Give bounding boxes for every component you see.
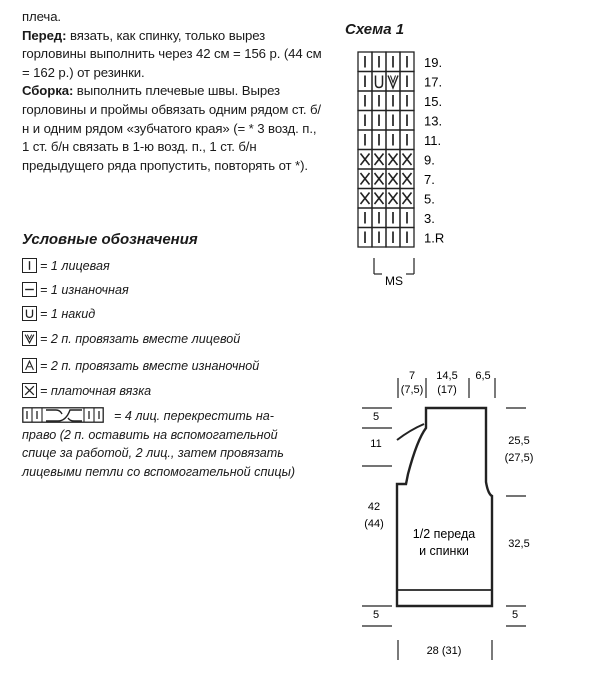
dim-top-neck-alt: (7,5) (400, 384, 424, 396)
chart-cell-yarn-over (372, 72, 386, 92)
chart-cell-garter (400, 150, 414, 170)
assembly-label: Сборка: (22, 83, 74, 99)
dim-top-armhole: 6,5 (475, 370, 491, 382)
legend-item-purl: = 1 изнаночная (22, 282, 129, 299)
row-label: 3. (424, 210, 435, 226)
repeat-label: MS (385, 274, 403, 288)
chart-cell-knit (372, 52, 386, 72)
row-label: 17. (424, 74, 443, 90)
chart-cell-knit (400, 72, 414, 92)
chart-cell-knit (400, 91, 414, 111)
row-label: 9. (424, 152, 435, 168)
chart-cell-garter (358, 150, 372, 170)
pattern-label-line2: и спинки (419, 544, 469, 558)
dim-top-shoulder-alt: (17) (437, 384, 457, 396)
dim-right-armhole: 25,5 (508, 435, 530, 447)
chart-cell-knit (372, 228, 386, 248)
chart-cell-garter (358, 169, 372, 189)
front-body: вязать, как спинку, только вырез горловины выполнить через 42 см = 156 р. (44 см = 162 р.) от резинки. (22, 27, 322, 80)
chart-cell-knit (400, 52, 414, 72)
chart-cell-knit (358, 52, 372, 72)
chart-cell-knit (358, 91, 372, 111)
row-labels (424, 55, 444, 246)
chart-cell-knit (386, 228, 400, 248)
dim-left-rib: 5 (372, 609, 380, 621)
chart-cell-garter (400, 189, 414, 209)
legend-title: Условные обозначения (22, 231, 198, 248)
chart-cell-knit (386, 130, 400, 150)
chart-cell-knit (372, 91, 386, 111)
dim-left-top: 5 (372, 411, 380, 423)
assembly-body: выполнить плечевые швы. Вырез горловины и проймы обвязать одним рядом ст. б/н и одним рядом «зубчатого края» (= * 3 возд. п., 1 ст. б/н связать в 1-ю возд. п., 1 ст. б/н предыдущего ряда пропустить, повторять от *). (22, 83, 321, 173)
row-label: 7. (424, 171, 435, 187)
chart-cell-knit (358, 130, 372, 150)
row-label: 1.R (424, 230, 445, 246)
chart-cell-knit (358, 208, 372, 228)
garment-outline (397, 408, 492, 606)
chart-cell-knit (372, 130, 386, 150)
legend-item-knit: = 1 лицевая (22, 258, 110, 275)
legend-item-purl-two-together: = 2 п. провязать вместе изнаночной (22, 358, 259, 375)
dim-right-side: 32,5 (508, 538, 530, 550)
row-label: 19. (424, 54, 443, 70)
chart-cell-knit (386, 111, 400, 131)
repeat-bracket (374, 258, 414, 274)
chart-cell-knit (358, 228, 372, 248)
chart-cell-knit (386, 52, 400, 72)
chart-cell-garter (386, 189, 400, 209)
legend-item-yarn-over: = 1 накид (22, 306, 95, 323)
row-label: 15. (424, 93, 443, 109)
chart-cell-knit (386, 91, 400, 111)
chart-cell-knit (372, 111, 386, 131)
dim-left-body-alt: (44) (364, 518, 384, 530)
cable-description-first: = 4 лиц. перекрестить на- (114, 409, 274, 423)
dim-left-body: 42 (367, 501, 381, 513)
chart-cell-knit (400, 228, 414, 248)
chart-cell-knit (372, 208, 386, 228)
chart-cell-knit (400, 130, 414, 150)
pattern-label-line1: 1/2 переда (412, 527, 476, 541)
row-label: 5. (424, 191, 435, 207)
chart-cell-garter (386, 169, 400, 189)
chart-cell-knit (400, 208, 414, 228)
row-label: 11. (424, 132, 442, 148)
dim-bottom-width: 28 (31) (426, 645, 462, 657)
row-label: 13. (424, 113, 443, 129)
garment-schematic (362, 378, 526, 660)
dim-right-rib: 5 (511, 609, 519, 621)
chart-cell-garter (372, 150, 386, 170)
chart-cell-garter (372, 169, 386, 189)
chart-cell-knit (386, 208, 400, 228)
chart-cell-garter (358, 189, 372, 209)
dim-top-shoulder: 14,5 (436, 370, 458, 382)
stitch-chart (358, 52, 414, 247)
dim-right-armhole-alt: (27,5) (504, 452, 534, 464)
chart-cell-garter (386, 150, 400, 170)
front-label: Перед: (22, 27, 67, 43)
chart-cell-knit (358, 72, 372, 92)
intro-line: плеча. (22, 9, 62, 24)
dim-left-neck: 11 (370, 438, 382, 450)
chart-cell-knit (400, 111, 414, 131)
chart-cell-garter (372, 189, 386, 209)
chart-cell-garter (400, 169, 414, 189)
chart-cell-knit (358, 111, 372, 131)
dim-top-neck: 7 (408, 370, 416, 382)
scheme-title: Схема 1 (345, 21, 405, 38)
legend-item-garter: = платочная вязка (22, 383, 151, 400)
cable-description-rest: право (2 п. оставить на вспомогательной спице за работой, 2 лиц., затем провязать лицевыми петли со вспомогательной спицы) (22, 427, 296, 479)
chart-cell-knit-two-together (386, 72, 400, 92)
legend-item-knit-two-together: = 2 п. провязать вместе лицевой (22, 331, 240, 348)
